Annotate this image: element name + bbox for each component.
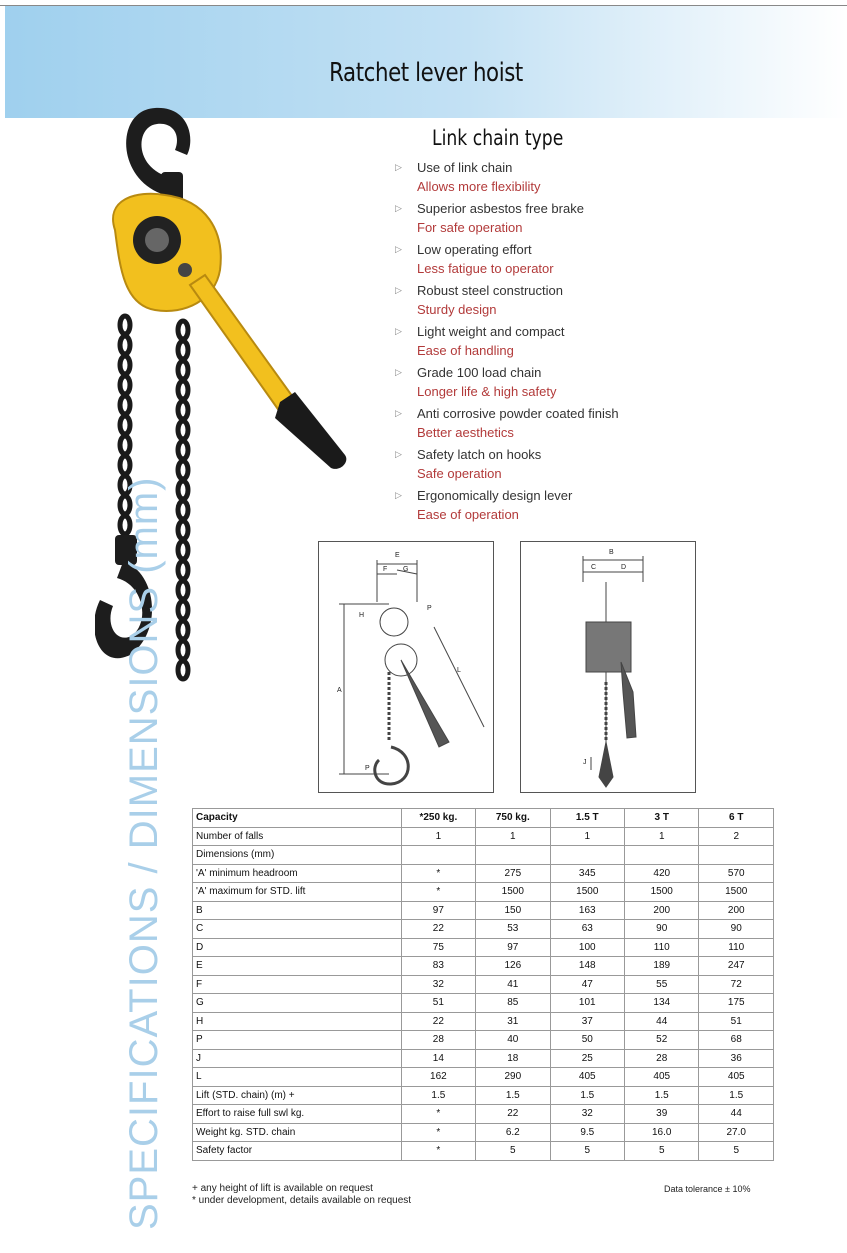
feature-benefit: Allows more flexibility [417,179,541,194]
table-cell: 162 [401,1068,475,1087]
footnotes [192,1183,411,1207]
feature-item [393,160,713,201]
table-cell: 50 [550,1031,624,1050]
triangle-bullet-icon: ▷ [395,162,402,172]
table-cell [476,846,550,865]
table-cell: 1 [625,827,699,846]
table-cell: 1.5 [625,1086,699,1105]
feature-benefit: For safe operation [417,220,523,235]
feature-item [393,201,713,242]
table-header-cell: 6 T [699,809,774,828]
table-cell: 39 [625,1105,699,1124]
feature-benefit: Longer life & high safety [417,384,557,399]
table-cell: 83 [401,957,475,976]
table-cell: 150 [476,901,550,920]
triangle-bullet-icon: ▷ [395,203,402,213]
table-header-cell: 3 T [625,809,699,828]
table-cell: 100 [550,938,624,957]
hoist-lever [190,275,295,412]
feature-title: Ergonomically design lever [417,488,573,503]
feature-item [393,447,713,488]
triangle-bullet-icon: ▷ [395,449,402,459]
front-diagram-drawing [521,542,695,792]
dim-label-g: G [403,566,409,573]
table-cell: 570 [699,864,774,883]
table-cell [401,846,475,865]
table-cell: F [193,975,402,994]
table-header-cell: *250 kg. [401,809,475,828]
feature-title: Use of link chain [417,160,513,175]
table-cell: 97 [401,901,475,920]
table-cell: * [401,1142,475,1161]
footnote-development: * under development, details available on request [192,1195,412,1206]
lever-grip [275,392,346,469]
triangle-bullet-icon: ▷ [395,408,402,418]
table-cell [699,846,774,865]
table-cell: 290 [476,1068,550,1087]
table-cell: Dimensions (mm) [193,846,402,865]
side-diagram-drawing [319,542,493,792]
spec-table [192,808,774,1161]
table-cell: 85 [476,994,550,1013]
table-cell: 420 [625,864,699,883]
side-dimension-diagram [318,541,494,793]
feature-title: Safety latch on hooks [417,447,542,462]
table-cell: 1 [550,827,624,846]
table-cell: 47 [550,975,624,994]
table-cell: 28 [625,1049,699,1068]
table-cell: 40 [476,1031,550,1050]
table-cell: Lift (STD. chain) (m) + [193,1086,402,1105]
table-cell: 405 [550,1068,624,1087]
table-cell: 200 [699,901,774,920]
table-row [193,938,774,957]
table-cell: 1500 [550,883,624,902]
dim-label-f: F [383,566,388,573]
triangle-bullet-icon: ▷ [395,285,402,295]
table-cell: 75 [401,938,475,957]
table-cell: 97 [476,938,550,957]
table-cell: 110 [699,938,774,957]
table-row [193,883,774,902]
table-cell: G [193,994,402,1013]
section-subtitle: Link chain type [432,126,564,150]
feature-item [393,242,713,283]
table-cell: 200 [625,901,699,920]
feature-item [393,324,713,365]
table-cell: 1.5 [699,1086,774,1105]
table-cell: 31 [476,1012,550,1031]
table-cell: 90 [699,920,774,939]
table-cell: 52 [625,1031,699,1050]
table-cell: 5 [550,1142,624,1161]
table-row [193,1086,774,1105]
dim-label-p-bottom: P [365,765,370,772]
table-cell: 'A' maximum for STD. lift [193,883,402,902]
table-cell: 1500 [699,883,774,902]
table-row [193,1068,774,1087]
table-row [193,957,774,976]
table-cell: 51 [401,994,475,1013]
table-cell [550,846,624,865]
table-cell: 1500 [476,883,550,902]
dim-label-l: L [457,667,461,674]
table-cell: 405 [699,1068,774,1087]
table-cell: 9.5 [550,1123,624,1142]
table-cell: 18 [476,1049,550,1068]
table-cell: 44 [625,1012,699,1031]
dim-label-c: C [591,564,597,571]
table-cell: 22 [401,1012,475,1031]
table-cell: 32 [550,1105,624,1124]
table-cell: 22 [476,1105,550,1124]
table-cell: 51 [699,1012,774,1031]
feature-title: Grade 100 load chain [417,365,542,380]
table-cell: Effort to raise full swl kg. [193,1105,402,1124]
table-cell: P [193,1031,402,1050]
table-header-row [193,809,774,828]
dim-label-d: D [621,564,627,571]
table-cell: 189 [625,957,699,976]
table-cell: 72 [699,975,774,994]
table-row [193,1105,774,1124]
table-cell: B [193,901,402,920]
table-header-cell: Capacity [193,809,402,828]
table-cell: 275 [476,864,550,883]
table-cell: 28 [401,1031,475,1050]
table-cell: * [401,1123,475,1142]
table-cell: 53 [476,920,550,939]
table-row [193,975,774,994]
dim-label-b: B [609,549,614,556]
table-cell: 44 [699,1105,774,1124]
front-dimension-diagram [520,541,696,793]
feature-item [393,406,713,447]
table-cell: 16.0 [625,1123,699,1142]
data-tolerance: Data tolerance ± 10% [664,1184,751,1194]
feature-benefit: Ease of handling [417,343,514,358]
table-row [193,864,774,883]
table-cell: D [193,938,402,957]
table-cell: 41 [476,975,550,994]
table-cell: 1.5 [401,1086,475,1105]
vertical-section-title: SPECIFICATIONS / DIMENSIONS (mm) [122,476,166,1230]
table-cell: Weight kg. STD. chain [193,1123,402,1142]
table-cell: 1.5 [550,1086,624,1105]
feature-title: Superior asbestos free brake [417,201,584,216]
table-row [193,1049,774,1068]
table-cell: J [193,1049,402,1068]
table-cell: 5 [625,1142,699,1161]
table-row [193,1142,774,1161]
table-row [193,827,774,846]
table-row [193,1031,774,1050]
table-row [193,1123,774,1142]
table-row [193,846,774,865]
triangle-bullet-icon: ▷ [395,244,402,254]
table-cell: E [193,957,402,976]
table-row [193,920,774,939]
dim-label-e: E [395,552,400,559]
load-chain-right [178,321,188,679]
table-cell: 37 [550,1012,624,1031]
table-header-cell: 1.5 T [550,809,624,828]
table-cell: 68 [699,1031,774,1050]
table-cell: 14 [401,1049,475,1068]
table-cell: Number of falls [193,827,402,846]
table-cell: 247 [699,957,774,976]
table-cell: 126 [476,957,550,976]
feature-item [393,488,713,529]
table-cell: 36 [699,1049,774,1068]
dim-label-p-top: P [427,605,432,612]
feature-item [393,365,713,406]
feature-benefit: Ease of operation [417,507,519,522]
table-cell: 405 [625,1068,699,1087]
table-row [193,994,774,1013]
dim-label-h: H [359,612,365,619]
table-cell: L [193,1068,402,1087]
feature-list [393,160,713,529]
feature-benefit: Better aesthetics [417,425,514,440]
feature-title: Light weight and compact [417,324,565,339]
table-row [193,901,774,920]
footnote-lift: + any height of lift is available on request [192,1183,373,1194]
page-title: Ratchet lever hoist [329,58,523,88]
table-cell: 134 [625,994,699,1013]
feature-benefit: Safe operation [417,466,502,481]
table-cell: 345 [550,864,624,883]
table-cell: 163 [550,901,624,920]
table-cell: 25 [550,1049,624,1068]
dim-label-a: A [337,687,342,694]
table-cell: * [401,864,475,883]
table-cell: 63 [550,920,624,939]
table-cell: 1500 [625,883,699,902]
table-cell: 175 [699,994,774,1013]
feature-title: Robust steel construction [417,283,563,298]
feature-benefit: Sturdy design [417,302,497,317]
table-cell: * [401,1105,475,1124]
table-cell: 'A' minimum headroom [193,864,402,883]
feature-item [393,283,713,324]
table-cell: 27.0 [699,1123,774,1142]
feature-title: Anti corrosive powder coated finish [417,406,619,421]
feature-title: Low operating effort [417,242,532,257]
feature-benefit: Less fatigue to operator [417,261,554,276]
table-cell: 32 [401,975,475,994]
table-cell: 110 [625,938,699,957]
triangle-bullet-icon: ▷ [395,490,402,500]
table-cell: H [193,1012,402,1031]
table-cell [625,846,699,865]
table-cell: 1 [476,827,550,846]
dim-label-j: J [583,759,587,766]
table-cell: Safety factor [193,1142,402,1161]
table-cell: 1 [401,827,475,846]
table-cell: 55 [625,975,699,994]
table-row [193,1012,774,1031]
table-cell: C [193,920,402,939]
table-cell: 1.5 [476,1086,550,1105]
table-cell: 22 [401,920,475,939]
table-cell: 90 [625,920,699,939]
table-cell: 101 [550,994,624,1013]
table-cell: 148 [550,957,624,976]
table-cell: 5 [699,1142,774,1161]
table-cell: 5 [476,1142,550,1161]
table-cell: 6.2 [476,1123,550,1142]
triangle-bullet-icon: ▷ [395,367,402,377]
table-cell: * [401,883,475,902]
triangle-bullet-icon: ▷ [395,326,402,336]
table-cell: 2 [699,827,774,846]
table-header-cell: 750 kg. [476,809,550,828]
